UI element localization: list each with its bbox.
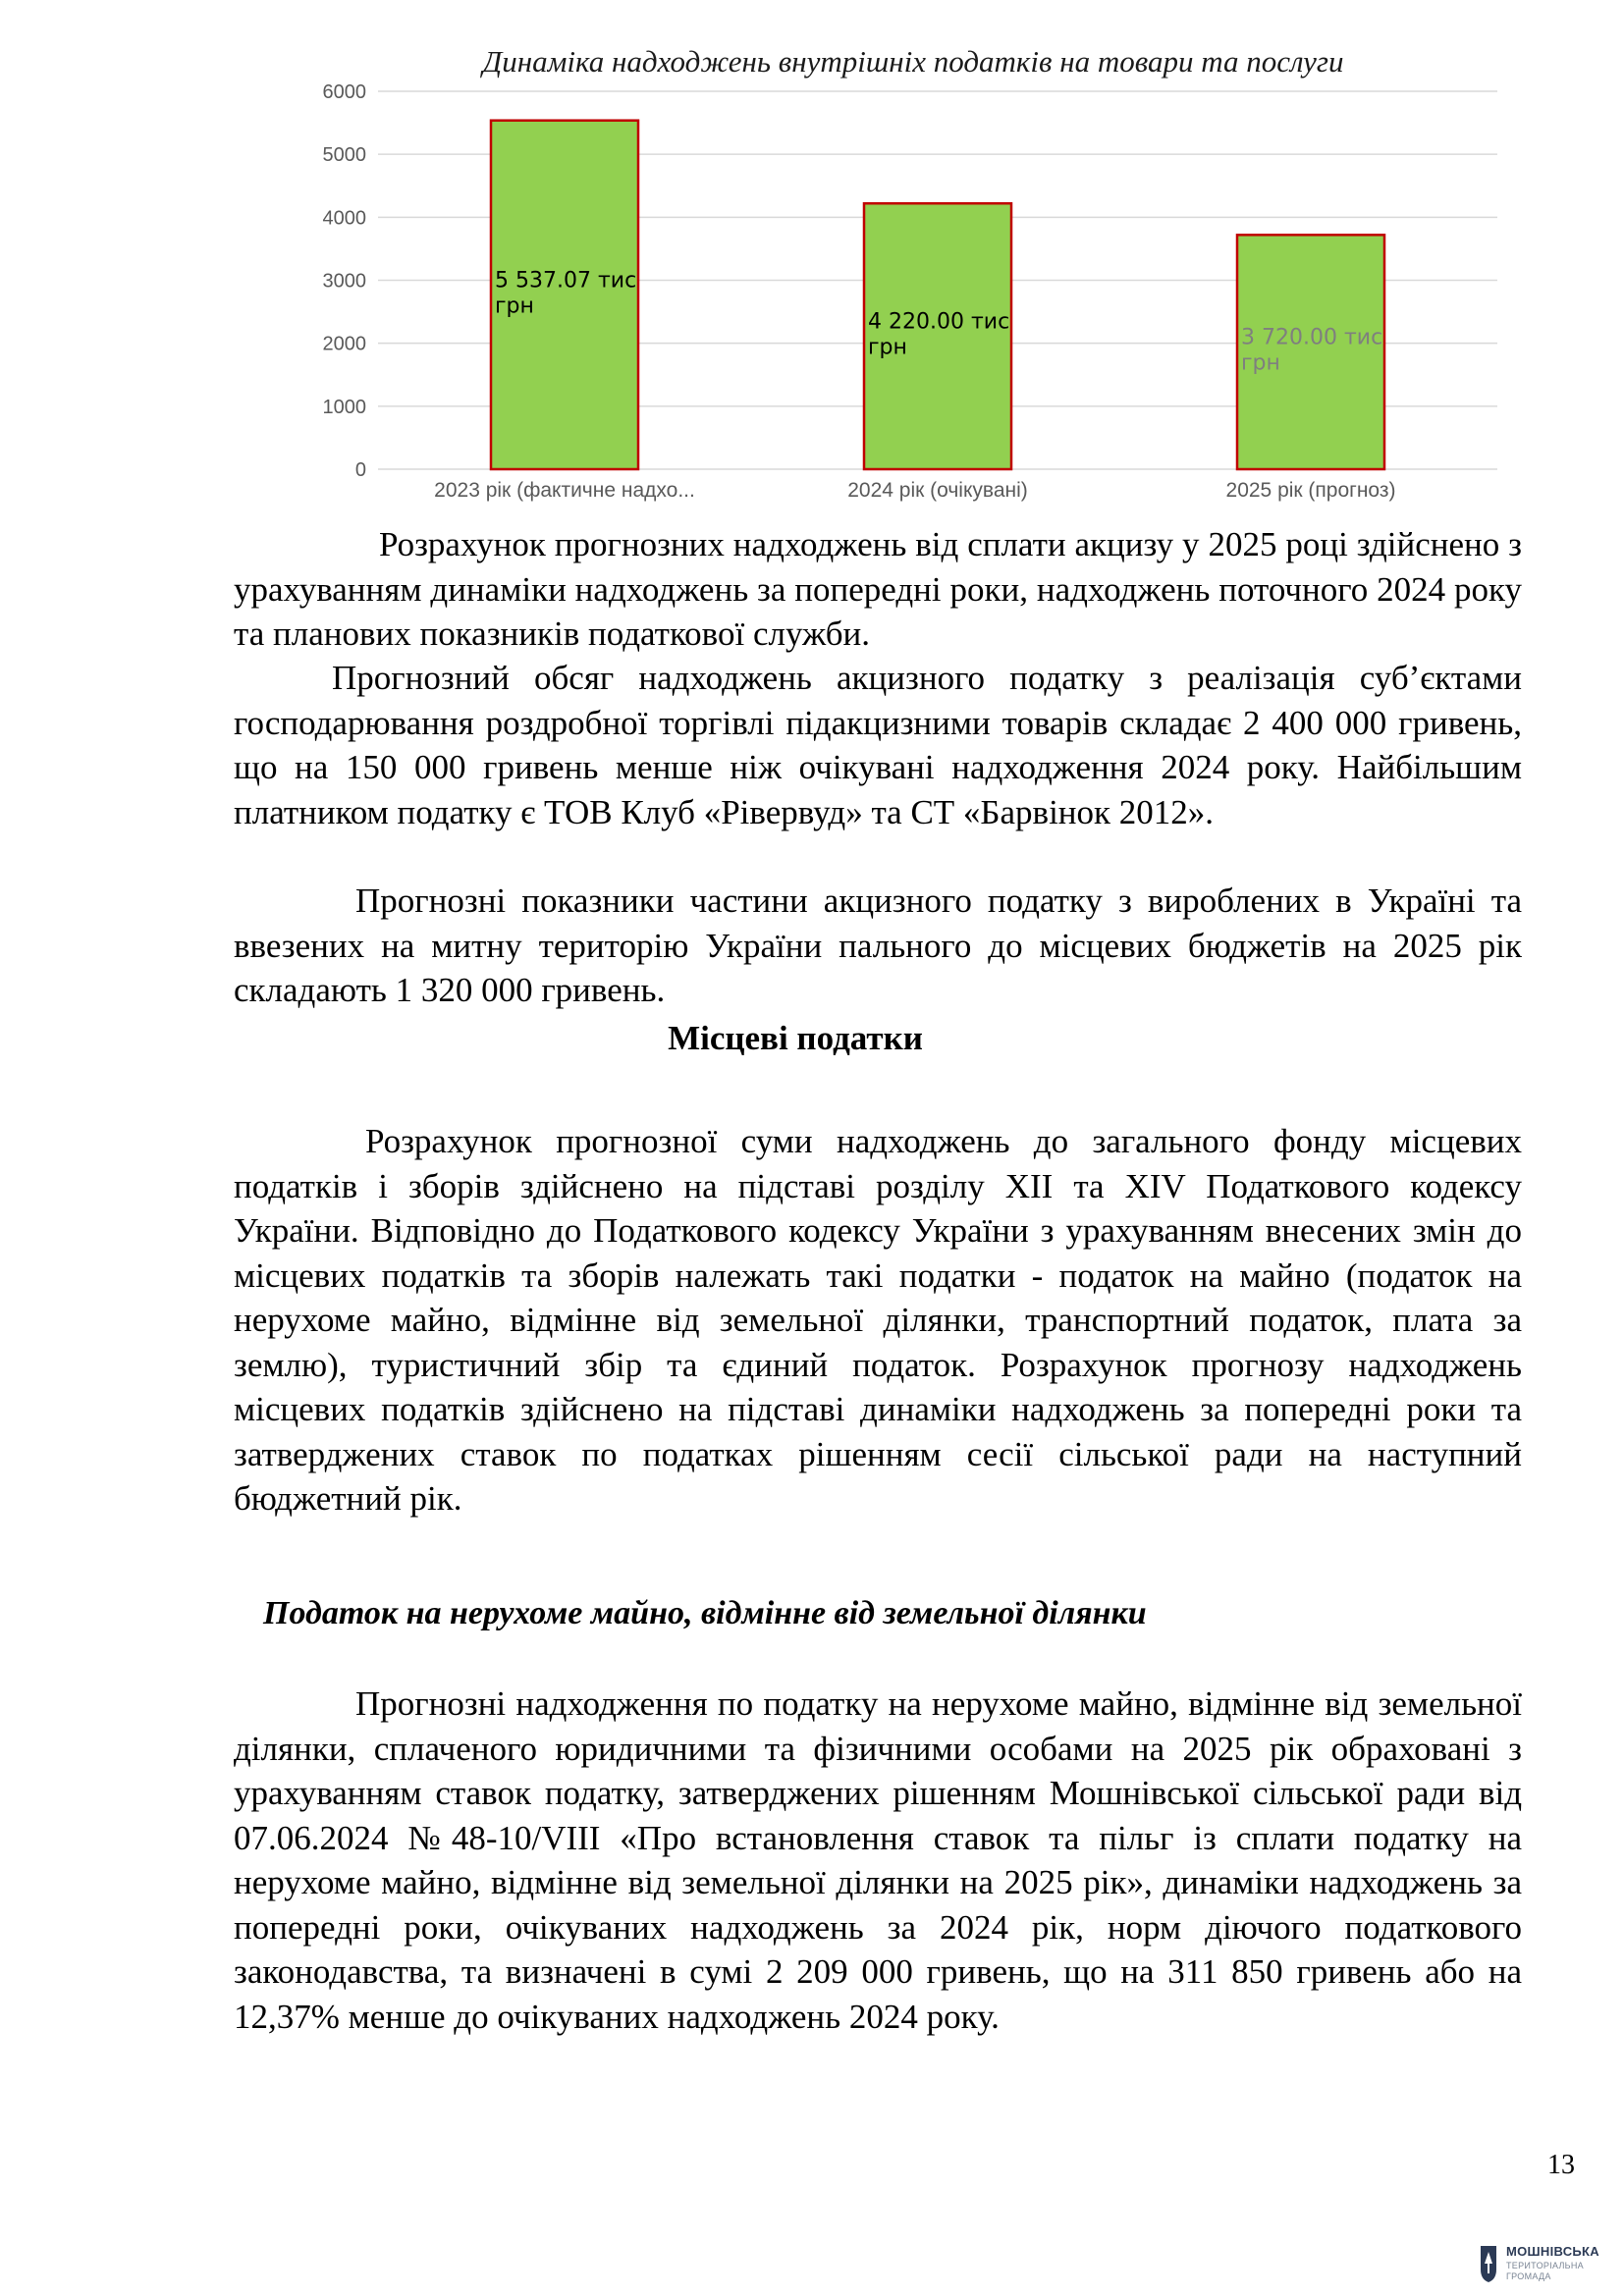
page-number: 13 [1547,2150,1575,2180]
paragraph-property-tax: Прогнозні надходження по податку на нерухоме майно, відмінне від земельної ділянки, сплаченого юридичними та фізичними особами на 2025 рік обраховані з урахуванням ставок податку, затверджених рішенням Мошнівської сільської ради від 07.06.2024 №48-10/VIII «Про встановлення ставок та пільг із сплати податку на нерухоме майно, відмінне від земельної ділянки на 2025 рік», динаміки надходжень за попередні роки, очікуваних надходжень за 2024 рік, норм діючого податкового законодавства, та визначені в сумі 2 209 000 гривень, що на 311 850 гривень або на 12,37% менше до очікуваних надходжень 2024 року. [234,1684,1522,2036]
data-label: 4 220.00 тис грн [868,309,1010,360]
bar-chart [295,39,1512,510]
paragraph-excise-forecast: Розрахунок прогнозних надходжень від сплати акцизу у 2025 році здійснено з урахуванням динаміки надходжень за попередні роки, надходжень поточного 2024 року та планових показників податкової служби. [234,525,1522,653]
y-tick-label: 0 [354,459,366,481]
x-tick-label: 2023 рік (фактичне надхо... [434,479,695,502]
data-label: 5 537.07 тис грн [495,268,637,319]
y-tick-label: 1000 [322,396,366,418]
paragraph-excise-retail: Прогнозний обсяг надходжень акцизного податку з реалізація суб’єктами господарювання роздробної торгівлі підакцизними товарів складає 2 400 000 гривень, що на 150 000 гривень менше ніж очікувані надходження 2024 року. Найбільшим платником податку є ТОВ Клуб «Рівервуд» та СТ «Барвінок 2012». [234,659,1522,831]
y-tick-label: 5000 [322,144,366,167]
chart [295,39,1512,510]
logo-line-1: МОШНІВСЬКА [1506,2244,1599,2259]
y-tick-label: 3000 [322,270,366,293]
x-tick-label: 2025 рік (прогноз) [1225,479,1396,502]
community-logo [1479,2242,1606,2287]
data-label: 3 720.00 тис грн [1241,325,1383,376]
heading-property-tax: Податок на нерухоме майно, відмінне від земельної ділянки [263,1595,1147,1631]
y-tick-label: 4000 [322,207,366,230]
logo-line-3: ГРОМАДА [1506,2271,1551,2281]
y-tick-label: 6000 [322,81,366,103]
logo-line-2: ТЕРИТОРІАЛЬНА [1506,2261,1584,2270]
paragraph-local-taxes: Розрахунок прогнозної суми надходжень до загального фонду місцевих податків і зборів здійснено на підставі розділу ХІІ та ХІV Податкового кодексу України. Відповідно до Податкового кодексу України з урахуванням внесених змін до місцевих податків та зборів належать такі податки - податок на майно (податок на нерухоме майно, відмінне від земельної ділянки, транспортний податок, плата за землю), туристичний збір та єдиний податок. Розрахунок прогнозу надходжень місцевих податків здійснено на підставі динаміки надходжень за попередні роки та затверджених ставок по податках рішенням сесії сільської ради на наступний бюджетний рік. [234,1122,1522,1518]
coat-of-arms-icon [1479,2244,1498,2283]
y-tick-label: 2000 [322,333,366,355]
paragraph-excise-fuel: Прогнозні показники частини акцизного податку з вироблених в Україні та ввезених на митну територію України пального до місцевих бюджетів на 2025 рік складають 1 320 000 гривень. [234,881,1522,1009]
heading-local-taxes: Місцеві податки [668,1019,923,1057]
x-tick-label: 2024 рік (очікувані) [847,479,1028,502]
chart-title: Динаміка надходжень внутрішніх податків на товари та послуги [482,44,1344,79]
